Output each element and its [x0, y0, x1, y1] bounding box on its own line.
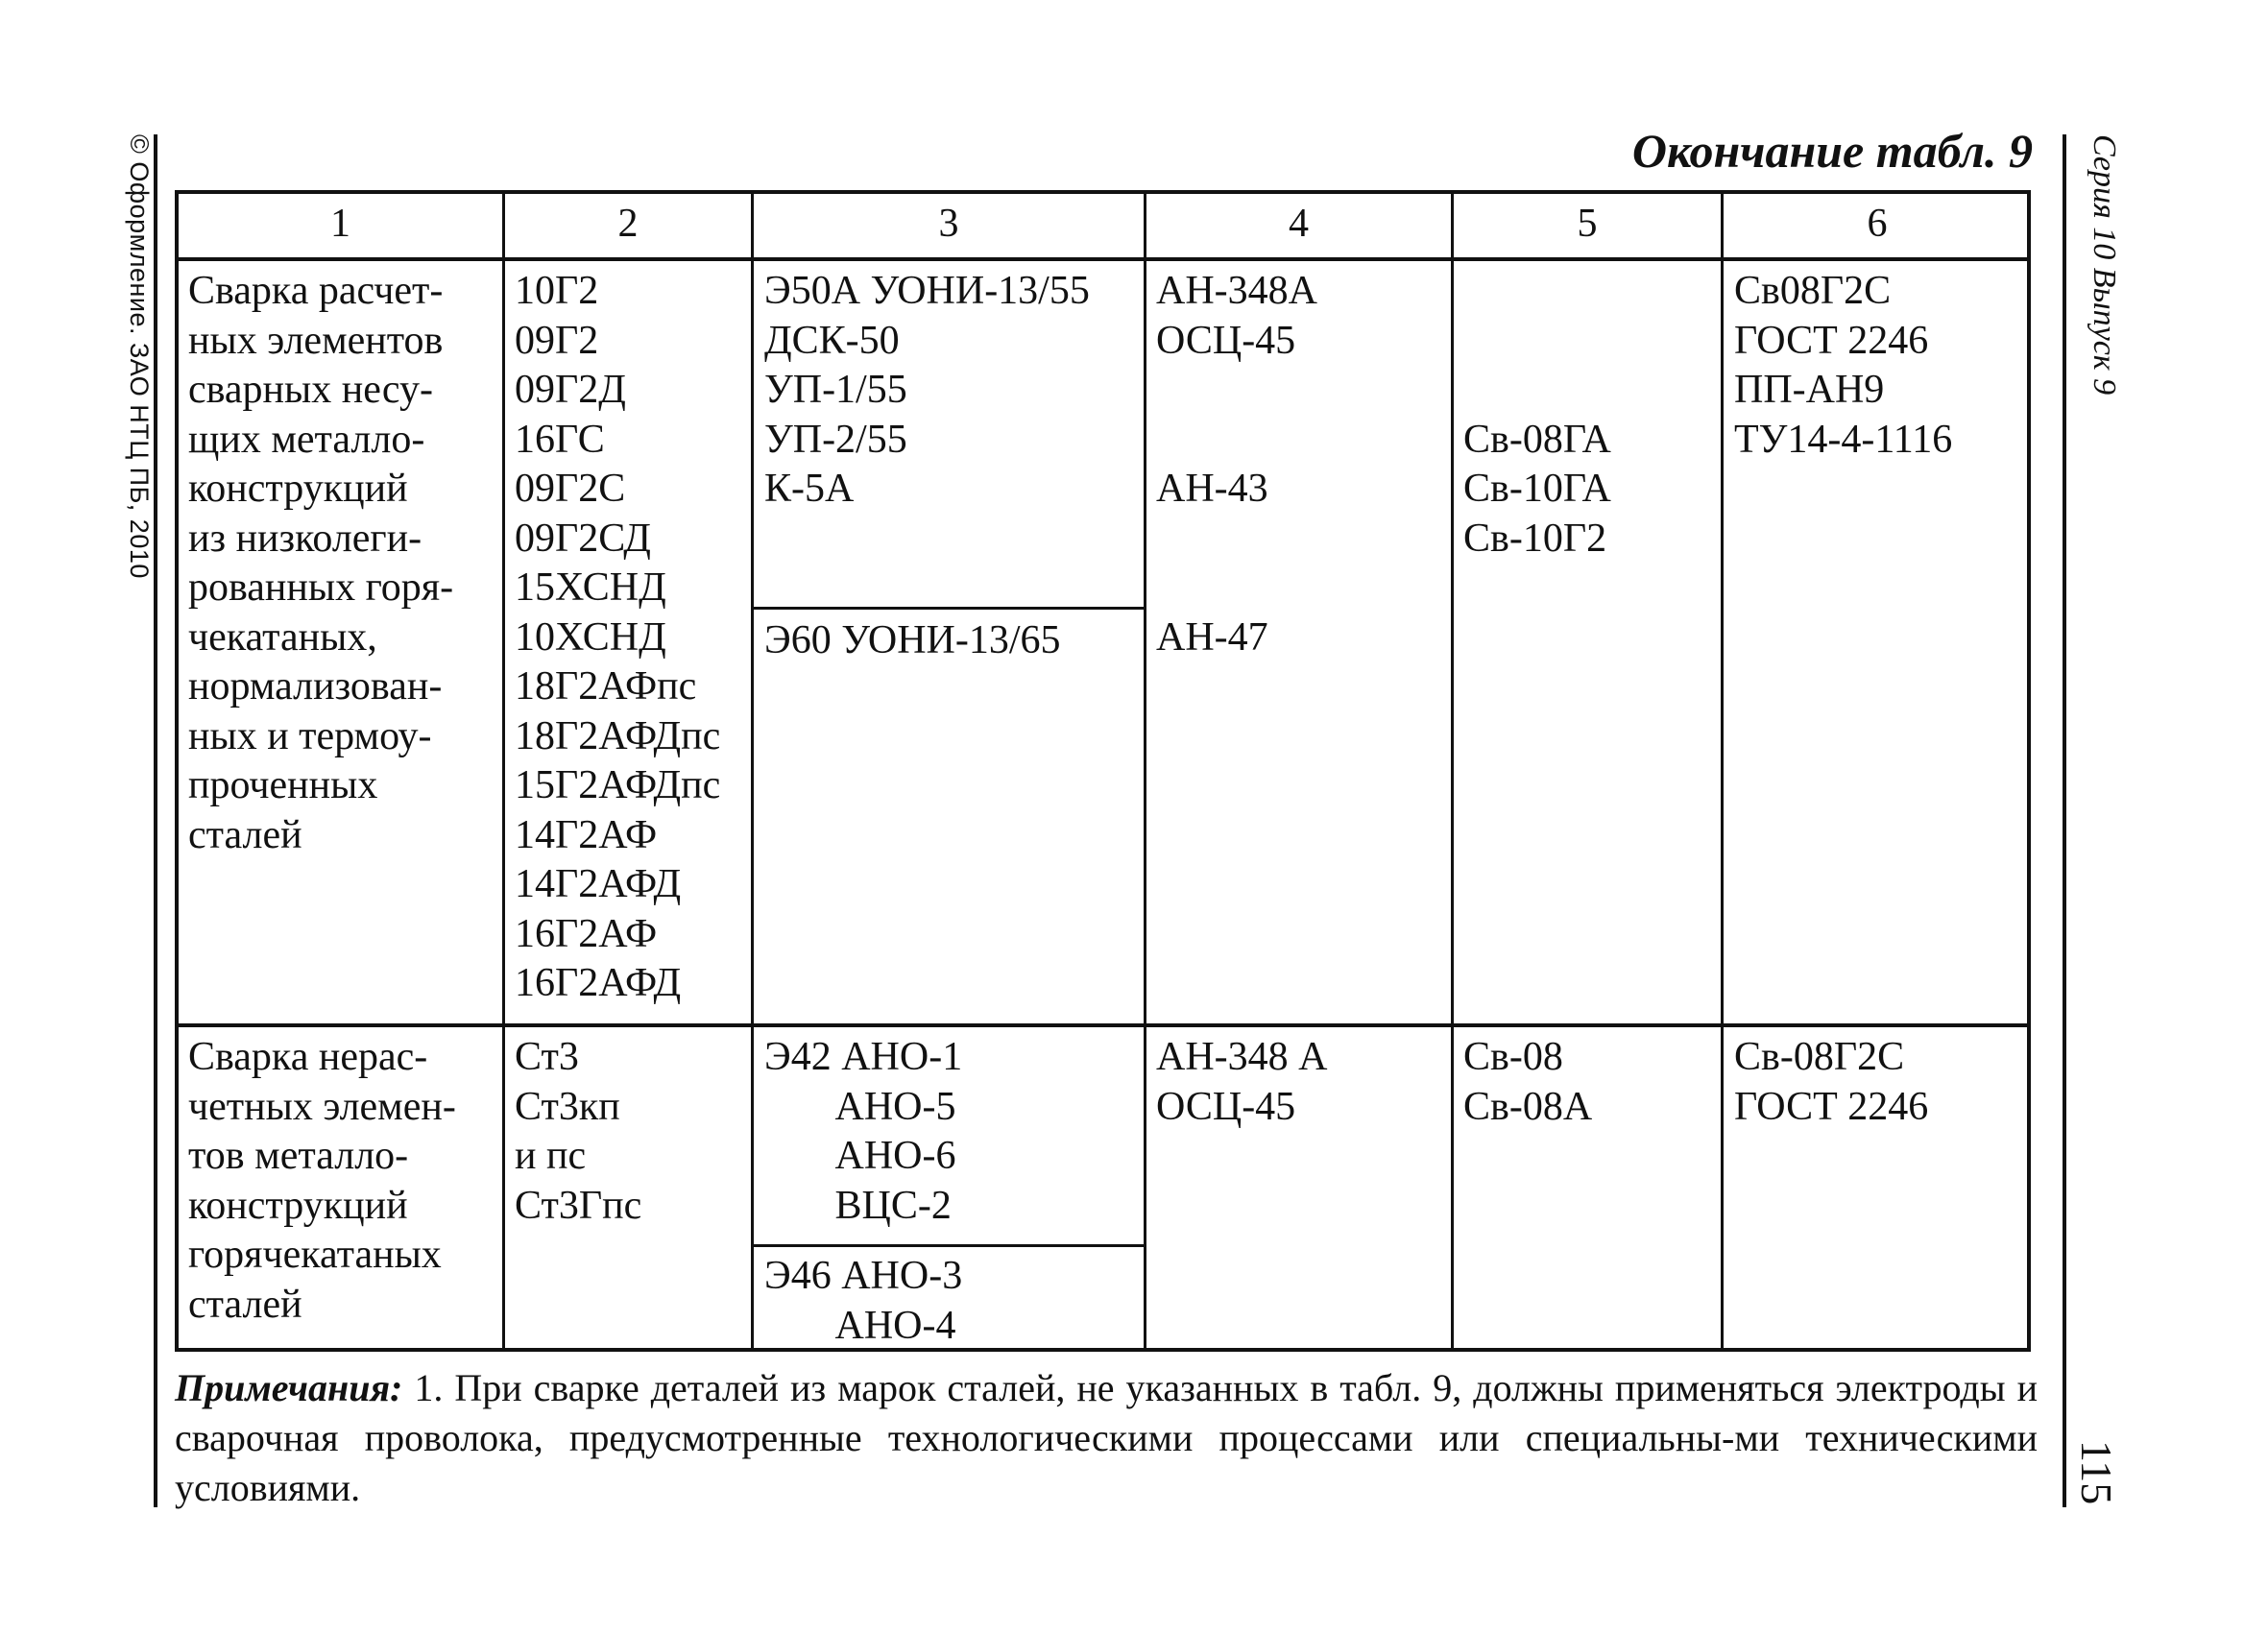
row2-electrodes-e46: Э46 АНО-3 АНО-4 — [764, 1254, 963, 1348]
row2-electrodes: Э42 АНО-1 АНО-5 АНО-6 ВЦС-2 — [764, 1035, 963, 1228]
header-col-6: 6 — [1867, 202, 1888, 246]
sub-row-divider — [751, 1244, 1144, 1247]
sub-row-divider — [751, 607, 1144, 610]
col-divider — [1721, 194, 1724, 1348]
row2-flux: АН-348 А ОСЦ-45 — [1156, 1035, 1328, 1129]
row1-wire: Св-08ГА Св-10ГА Св-10Г2 — [1463, 417, 1611, 561]
col-divider — [751, 194, 754, 1348]
row1-steel-grades: 10Г2 09Г2 09Г2Д 16ГС 09Г2С 09Г2СД 15ХСНД 10ХСНД 18Г2АФпс 18Г2АФДпс 15Г2АФДпс 14Г2АФ 14Г2АФД 16Г2АФ 16Г2АФД — [515, 269, 721, 1005]
header-divider — [179, 257, 2027, 261]
right-margin-rule — [2063, 134, 2066, 1507]
steel-welding-table — [175, 190, 2031, 1352]
col-divider — [1451, 194, 1454, 1348]
left-margin-note — [115, 134, 154, 595]
notes-text: 1. При сварке деталей из марок сталей, не указанных в табл. 9, должны применяться электроды и сварочная проволока, предусмотренные технологическими процессами или специальны-ми техническими условиями. — [175, 1366, 2038, 1509]
left-margin-rule — [154, 134, 157, 1507]
table-notes — [175, 1363, 2038, 1513]
row1-flux: АН-348А ОСЦ-45 АН-43 АН-47 — [1156, 269, 1317, 660]
page-number-box — [2074, 1440, 2122, 1517]
series-text: Серия 10 Выпуск 9 — [2087, 134, 2122, 396]
row2-purpose: Сварка нерас- четных элемен- тов металло- конструкций горячекатаных сталей — [188, 1035, 456, 1327]
col-divider — [1144, 194, 1146, 1348]
row-divider — [179, 1023, 2027, 1027]
col-divider — [502, 194, 505, 1348]
right-margin-note — [2074, 134, 2122, 451]
row2-wire: Св-08 Св-08А — [1463, 1035, 1593, 1129]
copyright-text: © Оформление. ЗАО НТЦ ПБ, 2010 — [125, 134, 154, 579]
notes-label: Примечания: — [175, 1366, 403, 1409]
row1-electrodes: Э50А УОНИ-13/55 ДСК-50 УП-1/55 УП-2/55 К-5А — [764, 269, 1090, 511]
header-col-3: 3 — [938, 202, 959, 246]
header-col-2: 2 — [617, 202, 639, 246]
page-number: 115 — [2072, 1440, 2121, 1505]
row1-purpose: Сварка расчет- ных элементов сварных несу- щих металло- конструкций из низколеги- рованных горя- чекатаных, нормализован- ных и термоу- проченных сталей — [188, 269, 454, 857]
header-col-5: 5 — [1577, 202, 1598, 246]
row2-steel-grades: Ст3 Ст3кп и пс Ст3Гпс — [515, 1035, 642, 1228]
table-caption: Окончание табл. 9 — [1631, 124, 2033, 178]
header-col-4: 4 — [1289, 202, 1309, 246]
row2-wire-standard: Св-08Г2С ГОСТ 2246 — [1734, 1035, 1929, 1129]
row1-electrodes-e60: Э60 УОНИ-13/65 — [764, 618, 1061, 662]
header-col-1: 1 — [330, 202, 350, 246]
row1-wire-standard: Св08Г2С ГОСТ 2246 ПП-АН9 ТУ14-4-1116 — [1734, 269, 1953, 462]
